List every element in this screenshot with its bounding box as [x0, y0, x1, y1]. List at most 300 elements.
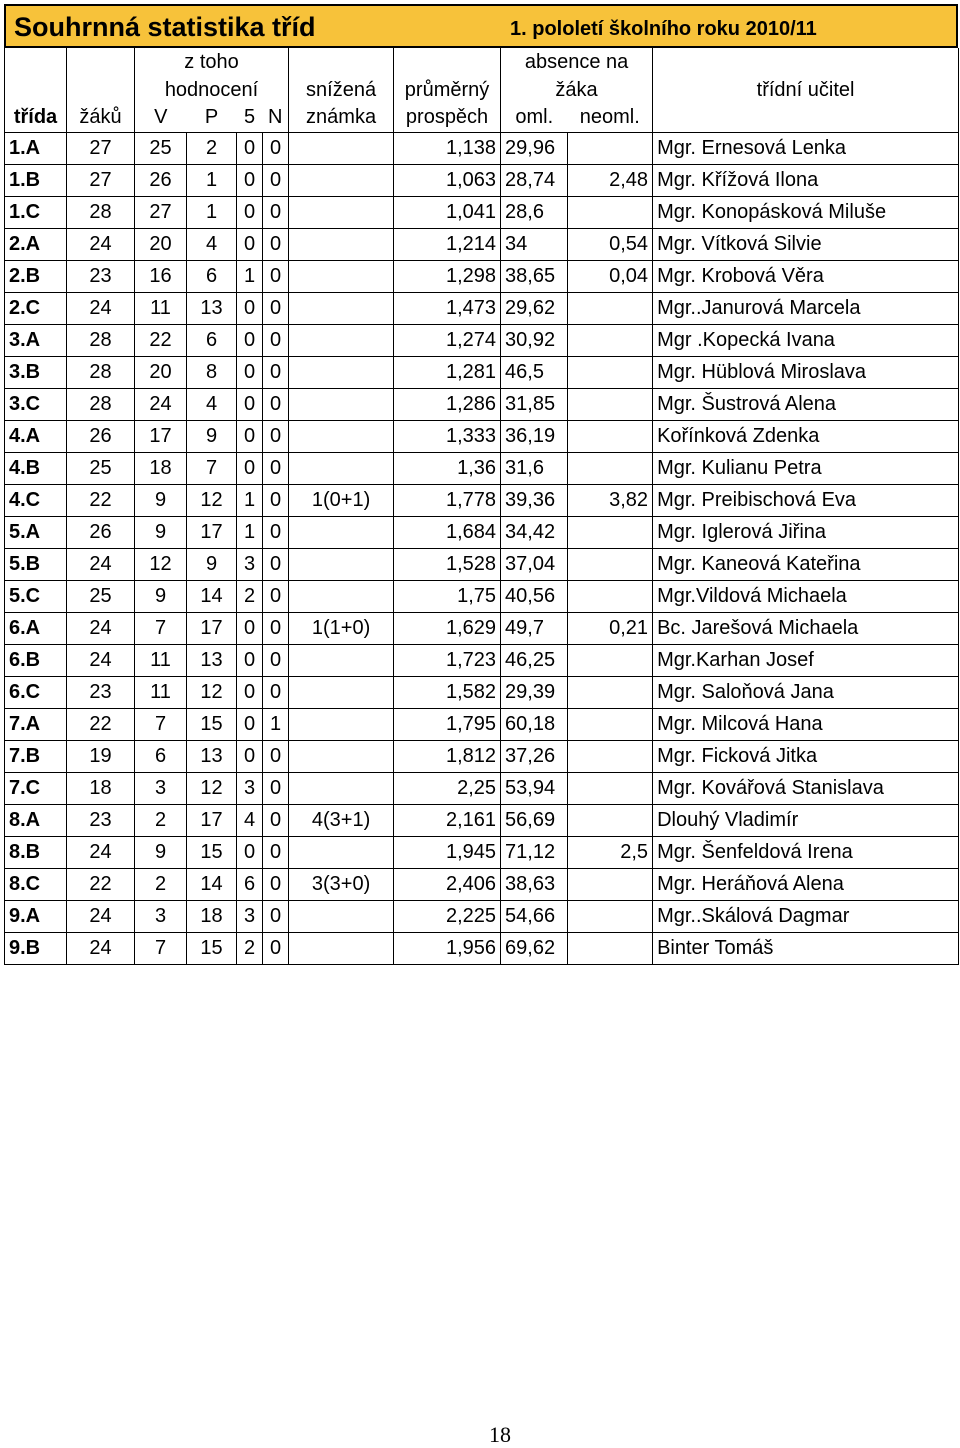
- cell-v: 17: [135, 420, 187, 452]
- cell-ucitel: Mgr..Janurová Marcela: [653, 292, 959, 324]
- table-row: [5, 420, 959, 452]
- cell-ucitel: Mgr. Kovářová Stanislava: [653, 772, 959, 804]
- cell-zaku: 23: [67, 804, 135, 836]
- cell-zaku: 28: [67, 388, 135, 420]
- table-row: [5, 932, 959, 964]
- header-prumerny: průměrný: [394, 76, 501, 104]
- cell-prumer: 2,406: [394, 868, 501, 900]
- cell-neoml: [568, 420, 653, 452]
- cell-p: 15: [187, 836, 237, 868]
- cell-trida: 2.A: [5, 228, 67, 260]
- cell-snizena: [289, 708, 394, 740]
- cell-v: 3: [135, 900, 187, 932]
- cell-trida: 3.A: [5, 324, 67, 356]
- cell-trida: 6.B: [5, 644, 67, 676]
- cell-n: 0: [263, 324, 289, 356]
- cell-zaku: 23: [67, 676, 135, 708]
- cell-prumer: 1,795: [394, 708, 501, 740]
- cell-ucitel: Mgr. Vítková Silvie: [653, 228, 959, 260]
- cell-zaku: 24: [67, 932, 135, 964]
- cell-prumer: 1,281: [394, 356, 501, 388]
- cell-v: 18: [135, 452, 187, 484]
- cell-snizena: [289, 836, 394, 868]
- cell-prumer: 1,333: [394, 420, 501, 452]
- cell-prumer: 1,473: [394, 292, 501, 324]
- cell-neoml: 2,5: [568, 836, 653, 868]
- cell-oml: 29,96: [501, 132, 568, 164]
- cell-snizena: [289, 740, 394, 772]
- cell-ucitel: Mgr. Preibischová Eva: [653, 484, 959, 516]
- cell-n: 0: [263, 932, 289, 964]
- cell-5: 2: [237, 932, 263, 964]
- cell-oml: 38,63: [501, 868, 568, 900]
- cell-v: 11: [135, 644, 187, 676]
- cell-5: 0: [237, 196, 263, 228]
- header-trida: třída: [5, 104, 67, 132]
- cell-v: 2: [135, 868, 187, 900]
- cell-oml: 40,56: [501, 580, 568, 612]
- page-number: 18: [489, 1422, 511, 1447]
- cell-n: 0: [263, 548, 289, 580]
- cell-ucitel: Mgr. Křížová Ilona: [653, 164, 959, 196]
- table-row: [5, 676, 959, 708]
- cell-zaku: 28: [67, 356, 135, 388]
- cell-neoml: [568, 548, 653, 580]
- cell-neoml: [568, 292, 653, 324]
- table-row: [5, 772, 959, 804]
- cell-snizena: [289, 644, 394, 676]
- table-row: [5, 804, 959, 836]
- cell-prumer: 1,684: [394, 516, 501, 548]
- cell-zaku: 25: [67, 452, 135, 484]
- header-neoml: neoml.: [568, 104, 653, 132]
- cell-zaku: 25: [67, 580, 135, 612]
- cell-v: 6: [135, 740, 187, 772]
- cell-snizena: [289, 452, 394, 484]
- cell-trida: 7.A: [5, 708, 67, 740]
- cell-p: 7: [187, 452, 237, 484]
- cell-n: 0: [263, 644, 289, 676]
- cell-zaku: 27: [67, 164, 135, 196]
- cell-prumer: 1,723: [394, 644, 501, 676]
- cell-trida: 7.C: [5, 772, 67, 804]
- cell-ucitel: Mgr. Kulianu Petra: [653, 452, 959, 484]
- cell-snizena: [289, 260, 394, 292]
- cell-snizena: [289, 676, 394, 708]
- cell-oml: 60,18: [501, 708, 568, 740]
- cell-prumer: 1,629: [394, 612, 501, 644]
- cell-neoml: [568, 516, 653, 548]
- cell-ucitel: Mgr. Saloňová Jana: [653, 676, 959, 708]
- header-zaku: žáků: [67, 104, 135, 132]
- cell-trida: 4.A: [5, 420, 67, 452]
- table-row: [5, 836, 959, 868]
- cell-trida: 6.C: [5, 676, 67, 708]
- cell-n: 0: [263, 740, 289, 772]
- table-row: [5, 900, 959, 932]
- header-v: V: [135, 104, 187, 132]
- cell-oml: 46,25: [501, 644, 568, 676]
- cell-snizena: [289, 132, 394, 164]
- cell-n: 0: [263, 356, 289, 388]
- cell-trida: 5.A: [5, 516, 67, 548]
- cell-n: 0: [263, 516, 289, 548]
- cell-trida: 8.A: [5, 804, 67, 836]
- cell-snizena: [289, 932, 394, 964]
- cell-oml: 34,42: [501, 516, 568, 548]
- cell-p: 1: [187, 164, 237, 196]
- header-n: N: [263, 104, 289, 132]
- cell-oml: 53,94: [501, 772, 568, 804]
- cell-snizena: [289, 292, 394, 324]
- cell-n: 0: [263, 804, 289, 836]
- table-row: [5, 740, 959, 772]
- cell-v: 9: [135, 516, 187, 548]
- page-title: Souhrnná statistika tříd: [14, 12, 316, 42]
- cell-ucitel: Mgr. Ernesová Lenka: [653, 132, 959, 164]
- cell-oml: 31,85: [501, 388, 568, 420]
- cell-v: 16: [135, 260, 187, 292]
- cell-neoml: [568, 132, 653, 164]
- cell-zaku: 24: [67, 228, 135, 260]
- cell-5: 0: [237, 356, 263, 388]
- cell-ucitel: Mgr. Konopásková Miluše: [653, 196, 959, 228]
- cell-prumer: 1,214: [394, 228, 501, 260]
- cell-zaku: 22: [67, 708, 135, 740]
- cell-n: 0: [263, 612, 289, 644]
- cell-p: 2: [187, 132, 237, 164]
- cell-5: 0: [237, 228, 263, 260]
- table-row: [5, 132, 959, 164]
- cell-n: 0: [263, 420, 289, 452]
- cell-ucitel: Binter Tomáš: [653, 932, 959, 964]
- cell-neoml: 0,54: [568, 228, 653, 260]
- cell-prumer: 1,138: [394, 132, 501, 164]
- cell-p: 17: [187, 804, 237, 836]
- cell-prumer: 2,225: [394, 900, 501, 932]
- cell-prumer: 1,286: [394, 388, 501, 420]
- cell-snizena: 1(0+1): [289, 484, 394, 516]
- cell-zaku: 22: [67, 868, 135, 900]
- cell-p: 6: [187, 260, 237, 292]
- cell-snizena: [289, 228, 394, 260]
- cell-oml: 54,66: [501, 900, 568, 932]
- cell-oml: 29,62: [501, 292, 568, 324]
- cell-neoml: [568, 452, 653, 484]
- table-row: [5, 708, 959, 740]
- cell-ucitel: Dlouhý Vladimír: [653, 804, 959, 836]
- cell-n: 0: [263, 388, 289, 420]
- cell-p: 12: [187, 676, 237, 708]
- cell-ucitel: Mgr. Šenfeldová Irena: [653, 836, 959, 868]
- cell-trida: 1.A: [5, 132, 67, 164]
- cell-5: 0: [237, 388, 263, 420]
- cell-p: 13: [187, 740, 237, 772]
- cell-v: 11: [135, 676, 187, 708]
- cell-trida: 9.A: [5, 900, 67, 932]
- cell-n: 0: [263, 452, 289, 484]
- cell-v: 7: [135, 708, 187, 740]
- header-row-3: [5, 104, 959, 132]
- cell-n: 0: [263, 196, 289, 228]
- cell-snizena: [289, 356, 394, 388]
- cell-v: 9: [135, 484, 187, 516]
- cell-trida: 2.C: [5, 292, 67, 324]
- cell-ucitel: Mgr.Karhan Josef: [653, 644, 959, 676]
- cell-trida: 2.B: [5, 260, 67, 292]
- cell-snizena: [289, 324, 394, 356]
- page-subtitle: 1. pololetí školního roku 2010/11: [510, 18, 817, 40]
- table-row: [5, 612, 959, 644]
- cell-5: 1: [237, 484, 263, 516]
- cell-trida: 8.B: [5, 836, 67, 868]
- cell-oml: 29,39: [501, 676, 568, 708]
- cell-zaku: 24: [67, 900, 135, 932]
- cell-neoml: 3,82: [568, 484, 653, 516]
- cell-p: 15: [187, 708, 237, 740]
- cell-oml: 28,74: [501, 164, 568, 196]
- cell-p: 9: [187, 548, 237, 580]
- cell-zaku: 24: [67, 644, 135, 676]
- cell-trida: 8.C: [5, 868, 67, 900]
- cell-v: 25: [135, 132, 187, 164]
- header-row-1: [5, 48, 959, 76]
- table-row: [5, 164, 959, 196]
- cell-5: 1: [237, 260, 263, 292]
- cell-n: 0: [263, 484, 289, 516]
- cell-neoml: [568, 868, 653, 900]
- cell-n: 0: [263, 836, 289, 868]
- cell-neoml: [568, 644, 653, 676]
- cell-neoml: 0,04: [568, 260, 653, 292]
- cell-n: 0: [263, 132, 289, 164]
- cell-ucitel: Mgr. Iglerová Jiřina: [653, 516, 959, 548]
- cell-prumer: 1,274: [394, 324, 501, 356]
- cell-5: 0: [237, 132, 263, 164]
- table-row: [5, 644, 959, 676]
- cell-oml: 56,69: [501, 804, 568, 836]
- title-bar: [4, 4, 958, 48]
- cell-zaku: 24: [67, 836, 135, 868]
- cell-neoml: [568, 388, 653, 420]
- cell-trida: 6.A: [5, 612, 67, 644]
- cell-n: 0: [263, 900, 289, 932]
- cell-trida: 5.B: [5, 548, 67, 580]
- cell-snizena: [289, 772, 394, 804]
- cell-trida: 4.C: [5, 484, 67, 516]
- cell-zaku: 26: [67, 516, 135, 548]
- cell-snizena: 4(3+1): [289, 804, 394, 836]
- cell-oml: 36,19: [501, 420, 568, 452]
- cell-snizena: [289, 900, 394, 932]
- cell-zaku: 28: [67, 196, 135, 228]
- header-absence: absence na: [501, 48, 653, 76]
- table-row: [5, 548, 959, 580]
- table-row: [5, 356, 959, 388]
- cell-prumer: 1,75: [394, 580, 501, 612]
- cell-p: 17: [187, 516, 237, 548]
- cell-trida: 1.B: [5, 164, 67, 196]
- cell-oml: 71,12: [501, 836, 568, 868]
- cell-snizena: 1(1+0): [289, 612, 394, 644]
- cell-v: 9: [135, 580, 187, 612]
- cell-5: 0: [237, 644, 263, 676]
- cell-5: 0: [237, 452, 263, 484]
- cell-v: 27: [135, 196, 187, 228]
- cell-n: 0: [263, 228, 289, 260]
- cell-5: 6: [237, 868, 263, 900]
- cell-p: 13: [187, 292, 237, 324]
- cell-neoml: [568, 772, 653, 804]
- cell-ucitel: Kořínková Zdenka: [653, 420, 959, 452]
- cell-snizena: [289, 548, 394, 580]
- cell-p: 9: [187, 420, 237, 452]
- cell-trida: 9.B: [5, 932, 67, 964]
- cell-p: 13: [187, 644, 237, 676]
- cell-oml: 49,7: [501, 612, 568, 644]
- cell-v: 24: [135, 388, 187, 420]
- cell-v: 12: [135, 548, 187, 580]
- cell-5: 4: [237, 804, 263, 836]
- cell-5: 3: [237, 548, 263, 580]
- cell-ucitel: Mgr .Kopecká Ivana: [653, 324, 959, 356]
- cell-p: 14: [187, 580, 237, 612]
- cell-neoml: [568, 580, 653, 612]
- cell-p: 12: [187, 772, 237, 804]
- cell-p: 12: [187, 484, 237, 516]
- cell-oml: 37,04: [501, 548, 568, 580]
- cell-neoml: [568, 356, 653, 388]
- cell-5: 0: [237, 164, 263, 196]
- cell-5: 2: [237, 580, 263, 612]
- cell-prumer: 1,582: [394, 676, 501, 708]
- header-snizena: snížená: [289, 76, 394, 104]
- cell-trida: 4.B: [5, 452, 67, 484]
- cell-zaku: 24: [67, 292, 135, 324]
- cell-snizena: 3(3+0): [289, 868, 394, 900]
- cell-prumer: 1,298: [394, 260, 501, 292]
- cell-p: 6: [187, 324, 237, 356]
- cell-5: 0: [237, 292, 263, 324]
- cell-trida: 3.B: [5, 356, 67, 388]
- cell-v: 7: [135, 612, 187, 644]
- table-row: [5, 452, 959, 484]
- cell-oml: 37,26: [501, 740, 568, 772]
- cell-n: 1: [263, 708, 289, 740]
- header-znamka: známka: [289, 104, 394, 132]
- cell-prumer: 1,063: [394, 164, 501, 196]
- cell-v: 7: [135, 932, 187, 964]
- cell-zaku: 24: [67, 612, 135, 644]
- cell-v: 11: [135, 292, 187, 324]
- cell-prumer: 1,956: [394, 932, 501, 964]
- cell-prumer: 2,25: [394, 772, 501, 804]
- cell-v: 3: [135, 772, 187, 804]
- cell-ucitel: Mgr. Šustrová Alena: [653, 388, 959, 420]
- class-statistics-sheet: [4, 4, 958, 965]
- cell-5: 3: [237, 900, 263, 932]
- cell-5: 3: [237, 772, 263, 804]
- header-hodnoceni: hodnocení: [135, 76, 289, 104]
- cell-p: 1: [187, 196, 237, 228]
- cell-neoml: [568, 676, 653, 708]
- cell-zaku: 19: [67, 740, 135, 772]
- cell-n: 0: [263, 260, 289, 292]
- cell-neoml: [568, 196, 653, 228]
- cell-n: 0: [263, 772, 289, 804]
- cell-5: 0: [237, 676, 263, 708]
- cell-p: 18: [187, 900, 237, 932]
- cell-v: 2: [135, 804, 187, 836]
- cell-ucitel: Mgr. Ficková Jitka: [653, 740, 959, 772]
- cell-n: 0: [263, 164, 289, 196]
- cell-neoml: [568, 804, 653, 836]
- cell-prumer: 1,528: [394, 548, 501, 580]
- cell-snizena: [289, 388, 394, 420]
- cell-ucitel: Mgr. Krobová Věra: [653, 260, 959, 292]
- table-row: [5, 580, 959, 612]
- table-row: [5, 292, 959, 324]
- cell-v: 20: [135, 228, 187, 260]
- cell-ucitel: Mgr. Milcová Hana: [653, 708, 959, 740]
- cell-zaku: 18: [67, 772, 135, 804]
- cell-prumer: 1,945: [394, 836, 501, 868]
- cell-5: 1: [237, 516, 263, 548]
- cell-snizena: [289, 420, 394, 452]
- cell-p: 17: [187, 612, 237, 644]
- cell-oml: 30,92: [501, 324, 568, 356]
- cell-oml: 28,6: [501, 196, 568, 228]
- cell-5: 0: [237, 612, 263, 644]
- cell-oml: 38,65: [501, 260, 568, 292]
- cell-oml: 69,62: [501, 932, 568, 964]
- cell-trida: 5.C: [5, 580, 67, 612]
- cell-zaku: 26: [67, 420, 135, 452]
- header-p: P: [187, 104, 237, 132]
- cell-v: 26: [135, 164, 187, 196]
- cell-n: 0: [263, 868, 289, 900]
- cell-n: 0: [263, 676, 289, 708]
- cell-neoml: [568, 708, 653, 740]
- cell-neoml: [568, 324, 653, 356]
- statistics-table: [4, 48, 959, 965]
- cell-ucitel: Mgr. Heráňová Alena: [653, 868, 959, 900]
- cell-5: 0: [237, 420, 263, 452]
- cell-zaku: 28: [67, 324, 135, 356]
- cell-ucitel: Mgr..Skálová Dagmar: [653, 900, 959, 932]
- header-prospech: prospěch: [394, 104, 501, 132]
- table-row: [5, 484, 959, 516]
- cell-oml: 39,36: [501, 484, 568, 516]
- cell-zaku: 23: [67, 260, 135, 292]
- header-tridni-ucitel: třídní učitel: [653, 76, 959, 104]
- cell-ucitel: Mgr. Kaneová Kateřina: [653, 548, 959, 580]
- cell-trida: 7.B: [5, 740, 67, 772]
- cell-oml: 46,5: [501, 356, 568, 388]
- cell-snizena: [289, 196, 394, 228]
- header-oml: oml.: [501, 104, 568, 132]
- table-row: [5, 868, 959, 900]
- cell-n: 0: [263, 292, 289, 324]
- header-zaka: žáka: [501, 76, 653, 104]
- header-z-toho: z toho: [135, 48, 289, 76]
- cell-neoml: [568, 900, 653, 932]
- cell-zaku: 24: [67, 548, 135, 580]
- cell-prumer: 1,041: [394, 196, 501, 228]
- cell-p: 4: [187, 388, 237, 420]
- cell-snizena: [289, 516, 394, 548]
- cell-ucitel: Mgr. Hüblová Miroslava: [653, 356, 959, 388]
